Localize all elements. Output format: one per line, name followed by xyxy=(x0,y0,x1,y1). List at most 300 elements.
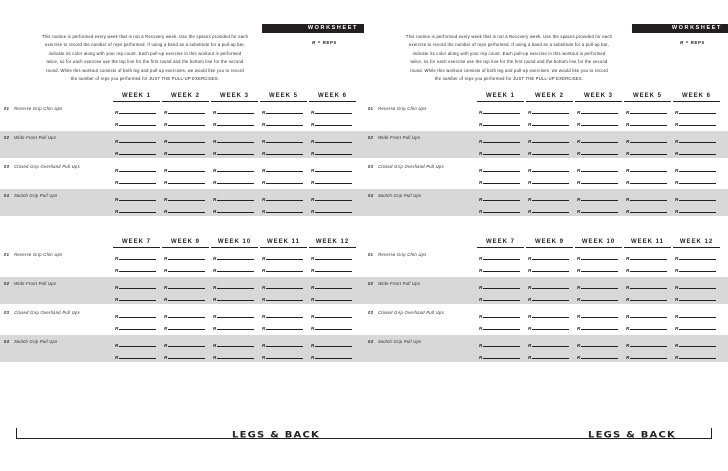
reps-entry-round-2[interactable] xyxy=(115,205,156,214)
reps-entry-round-2[interactable] xyxy=(577,147,618,156)
reps-write-line[interactable] xyxy=(630,300,667,301)
reps-entry-round-1[interactable] xyxy=(311,106,352,115)
reps-write-line[interactable] xyxy=(266,113,303,114)
reps-write-line[interactable] xyxy=(581,113,618,114)
reps-write-line[interactable] xyxy=(266,125,303,126)
reps-write-line[interactable] xyxy=(217,200,254,201)
reps-entry-round-2[interactable] xyxy=(311,351,352,360)
reps-entry-round-1[interactable] xyxy=(164,193,205,202)
reps-write-line[interactable] xyxy=(119,288,156,289)
reps-entry-round-1[interactable] xyxy=(262,106,303,115)
reps-write-line[interactable] xyxy=(266,212,303,213)
reps-write-line[interactable] xyxy=(119,358,156,359)
reps-write-line[interactable] xyxy=(217,183,254,184)
reps-entry-round-2[interactable] xyxy=(528,264,569,273)
reps-entry-round-2[interactable] xyxy=(528,176,569,185)
reps-entry-round-1[interactable] xyxy=(479,339,520,348)
reps-entry-round-1[interactable] xyxy=(577,339,618,348)
reps-write-line[interactable] xyxy=(630,346,667,347)
reps-write-line[interactable] xyxy=(119,346,156,347)
reps-entry-round-2[interactable] xyxy=(164,322,205,331)
reps-entry-round-2[interactable] xyxy=(577,118,618,127)
reps-entry-round-1[interactable] xyxy=(626,106,667,115)
reps-write-line[interactable] xyxy=(315,288,352,289)
reps-write-line[interactable] xyxy=(168,171,205,172)
reps-entry-round-1[interactable] xyxy=(311,193,352,202)
reps-write-line[interactable] xyxy=(581,271,618,272)
reps-write-line[interactable] xyxy=(168,142,205,143)
reps-entry-round-2[interactable] xyxy=(479,293,520,302)
reps-write-line[interactable] xyxy=(483,142,520,143)
reps-entry-round-2[interactable] xyxy=(528,351,569,360)
reps-write-line[interactable] xyxy=(679,358,716,359)
reps-write-line[interactable] xyxy=(581,171,618,172)
reps-write-line[interactable] xyxy=(483,300,520,301)
reps-entry-round-1[interactable] xyxy=(675,135,716,144)
reps-entry-round-2[interactable] xyxy=(479,351,520,360)
reps-write-line[interactable] xyxy=(483,271,520,272)
reps-write-line[interactable] xyxy=(581,183,618,184)
reps-write-line[interactable] xyxy=(630,358,667,359)
reps-entry-round-2[interactable] xyxy=(626,118,667,127)
reps-write-line[interactable] xyxy=(168,200,205,201)
reps-entry-round-1[interactable] xyxy=(164,252,205,261)
reps-write-line[interactable] xyxy=(483,200,520,201)
reps-write-line[interactable] xyxy=(168,358,205,359)
reps-entry-round-2[interactable] xyxy=(164,264,205,273)
reps-entry-round-2[interactable] xyxy=(262,264,303,273)
reps-write-line[interactable] xyxy=(679,300,716,301)
reps-write-line[interactable] xyxy=(217,142,254,143)
reps-entry-round-2[interactable] xyxy=(164,205,205,214)
reps-entry-round-2[interactable] xyxy=(213,147,254,156)
reps-entry-round-1[interactable] xyxy=(626,164,667,173)
reps-entry-round-2[interactable] xyxy=(528,293,569,302)
reps-write-line[interactable] xyxy=(168,271,205,272)
reps-write-line[interactable] xyxy=(483,154,520,155)
reps-entry-round-1[interactable] xyxy=(626,310,667,319)
reps-write-line[interactable] xyxy=(266,329,303,330)
reps-write-line[interactable] xyxy=(630,154,667,155)
reps-entry-round-1[interactable] xyxy=(311,339,352,348)
reps-entry-round-1[interactable] xyxy=(115,252,156,261)
reps-entry-round-1[interactable] xyxy=(479,135,520,144)
reps-write-line[interactable] xyxy=(315,183,352,184)
reps-entry-round-1[interactable] xyxy=(115,193,156,202)
reps-entry-round-2[interactable] xyxy=(479,205,520,214)
reps-write-line[interactable] xyxy=(630,329,667,330)
reps-entry-round-2[interactable] xyxy=(577,176,618,185)
reps-write-line[interactable] xyxy=(168,259,205,260)
reps-entry-round-2[interactable] xyxy=(213,176,254,185)
reps-write-line[interactable] xyxy=(315,259,352,260)
reps-entry-round-2[interactable] xyxy=(115,351,156,360)
reps-entry-round-2[interactable] xyxy=(675,118,716,127)
reps-entry-round-2[interactable] xyxy=(213,205,254,214)
reps-write-line[interactable] xyxy=(217,317,254,318)
reps-entry-round-1[interactable] xyxy=(528,106,569,115)
reps-write-line[interactable] xyxy=(532,317,569,318)
reps-entry-round-1[interactable] xyxy=(528,252,569,261)
reps-entry-round-1[interactable] xyxy=(115,310,156,319)
reps-write-line[interactable] xyxy=(119,317,156,318)
reps-write-line[interactable] xyxy=(119,200,156,201)
reps-write-line[interactable] xyxy=(168,113,205,114)
reps-entry-round-2[interactable] xyxy=(262,351,303,360)
reps-entry-round-2[interactable] xyxy=(675,176,716,185)
reps-write-line[interactable] xyxy=(217,329,254,330)
reps-write-line[interactable] xyxy=(266,346,303,347)
reps-write-line[interactable] xyxy=(168,154,205,155)
reps-write-line[interactable] xyxy=(532,329,569,330)
reps-entry-round-1[interactable] xyxy=(528,310,569,319)
reps-write-line[interactable] xyxy=(315,171,352,172)
reps-write-line[interactable] xyxy=(483,125,520,126)
reps-write-line[interactable] xyxy=(483,183,520,184)
reps-entry-round-2[interactable] xyxy=(479,147,520,156)
reps-write-line[interactable] xyxy=(266,271,303,272)
reps-write-line[interactable] xyxy=(119,113,156,114)
reps-entry-round-1[interactable] xyxy=(479,106,520,115)
reps-write-line[interactable] xyxy=(581,329,618,330)
reps-write-line[interactable] xyxy=(532,183,569,184)
reps-entry-round-1[interactable] xyxy=(262,252,303,261)
reps-entry-round-2[interactable] xyxy=(115,293,156,302)
reps-entry-round-2[interactable] xyxy=(626,205,667,214)
reps-entry-round-2[interactable] xyxy=(577,293,618,302)
reps-entry-round-2[interactable] xyxy=(528,322,569,331)
reps-write-line[interactable] xyxy=(266,288,303,289)
reps-entry-round-1[interactable] xyxy=(626,193,667,202)
reps-entry-round-1[interactable] xyxy=(479,193,520,202)
reps-entry-round-1[interactable] xyxy=(115,106,156,115)
reps-write-line[interactable] xyxy=(532,271,569,272)
reps-entry-round-1[interactable] xyxy=(528,281,569,290)
reps-write-line[interactable] xyxy=(217,288,254,289)
reps-write-line[interactable] xyxy=(630,271,667,272)
reps-entry-round-2[interactable] xyxy=(626,176,667,185)
reps-entry-round-1[interactable] xyxy=(262,339,303,348)
reps-entry-round-2[interactable] xyxy=(675,205,716,214)
reps-write-line[interactable] xyxy=(119,271,156,272)
reps-write-line[interactable] xyxy=(168,329,205,330)
reps-entry-round-2[interactable] xyxy=(311,264,352,273)
reps-entry-round-2[interactable] xyxy=(675,351,716,360)
reps-entry-round-2[interactable] xyxy=(479,322,520,331)
reps-entry-round-1[interactable] xyxy=(528,164,569,173)
reps-write-line[interactable] xyxy=(315,329,352,330)
reps-write-line[interactable] xyxy=(266,154,303,155)
reps-entry-round-2[interactable] xyxy=(577,205,618,214)
reps-entry-round-1[interactable] xyxy=(675,164,716,173)
reps-write-line[interactable] xyxy=(315,113,352,114)
reps-write-line[interactable] xyxy=(483,171,520,172)
reps-entry-round-2[interactable] xyxy=(213,118,254,127)
reps-write-line[interactable] xyxy=(483,358,520,359)
reps-entry-round-2[interactable] xyxy=(164,351,205,360)
reps-entry-round-1[interactable] xyxy=(213,339,254,348)
reps-write-line[interactable] xyxy=(483,329,520,330)
reps-entry-round-2[interactable] xyxy=(115,264,156,273)
reps-write-line[interactable] xyxy=(532,212,569,213)
reps-write-line[interactable] xyxy=(266,200,303,201)
reps-write-line[interactable] xyxy=(119,142,156,143)
reps-write-line[interactable] xyxy=(217,300,254,301)
reps-entry-round-2[interactable] xyxy=(115,322,156,331)
reps-write-line[interactable] xyxy=(679,183,716,184)
reps-write-line[interactable] xyxy=(532,125,569,126)
reps-entry-round-2[interactable] xyxy=(626,293,667,302)
reps-write-line[interactable] xyxy=(119,171,156,172)
reps-entry-round-1[interactable] xyxy=(311,310,352,319)
reps-write-line[interactable] xyxy=(679,317,716,318)
reps-entry-round-1[interactable] xyxy=(626,339,667,348)
reps-entry-round-2[interactable] xyxy=(626,351,667,360)
reps-entry-round-2[interactable] xyxy=(115,176,156,185)
reps-write-line[interactable] xyxy=(581,259,618,260)
reps-entry-round-1[interactable] xyxy=(262,135,303,144)
reps-write-line[interactable] xyxy=(315,300,352,301)
reps-write-line[interactable] xyxy=(119,125,156,126)
reps-write-line[interactable] xyxy=(630,288,667,289)
reps-write-line[interactable] xyxy=(483,113,520,114)
reps-write-line[interactable] xyxy=(532,113,569,114)
reps-write-line[interactable] xyxy=(217,113,254,114)
reps-write-line[interactable] xyxy=(217,358,254,359)
reps-write-line[interactable] xyxy=(581,346,618,347)
reps-entry-round-2[interactable] xyxy=(164,176,205,185)
reps-write-line[interactable] xyxy=(532,200,569,201)
reps-entry-round-1[interactable] xyxy=(115,164,156,173)
reps-entry-round-2[interactable] xyxy=(262,147,303,156)
reps-write-line[interactable] xyxy=(532,154,569,155)
reps-write-line[interactable] xyxy=(679,113,716,114)
reps-write-line[interactable] xyxy=(168,317,205,318)
reps-write-line[interactable] xyxy=(532,288,569,289)
reps-entry-round-1[interactable] xyxy=(164,339,205,348)
reps-entry-round-2[interactable] xyxy=(311,176,352,185)
reps-write-line[interactable] xyxy=(315,358,352,359)
reps-write-line[interactable] xyxy=(630,125,667,126)
reps-entry-round-2[interactable] xyxy=(164,293,205,302)
reps-write-line[interactable] xyxy=(315,212,352,213)
reps-write-line[interactable] xyxy=(679,200,716,201)
reps-write-line[interactable] xyxy=(630,183,667,184)
reps-entry-round-2[interactable] xyxy=(577,264,618,273)
reps-entry-round-1[interactable] xyxy=(115,281,156,290)
reps-entry-round-2[interactable] xyxy=(675,322,716,331)
reps-write-line[interactable] xyxy=(483,317,520,318)
reps-entry-round-2[interactable] xyxy=(528,118,569,127)
reps-write-line[interactable] xyxy=(217,171,254,172)
reps-entry-round-1[interactable] xyxy=(528,193,569,202)
reps-entry-round-2[interactable] xyxy=(577,351,618,360)
reps-entry-round-2[interactable] xyxy=(262,118,303,127)
reps-write-line[interactable] xyxy=(119,300,156,301)
reps-entry-round-1[interactable] xyxy=(213,135,254,144)
reps-entry-round-2[interactable] xyxy=(528,205,569,214)
reps-write-line[interactable] xyxy=(532,259,569,260)
reps-write-line[interactable] xyxy=(266,300,303,301)
reps-write-line[interactable] xyxy=(630,317,667,318)
reps-write-line[interactable] xyxy=(679,154,716,155)
reps-entry-round-1[interactable] xyxy=(577,310,618,319)
reps-write-line[interactable] xyxy=(217,346,254,347)
reps-write-line[interactable] xyxy=(315,200,352,201)
reps-entry-round-1[interactable] xyxy=(675,252,716,261)
reps-write-line[interactable] xyxy=(679,288,716,289)
reps-write-line[interactable] xyxy=(217,259,254,260)
reps-entry-round-2[interactable] xyxy=(626,264,667,273)
reps-entry-round-1[interactable] xyxy=(577,135,618,144)
reps-write-line[interactable] xyxy=(532,300,569,301)
reps-write-line[interactable] xyxy=(581,154,618,155)
reps-entry-round-2[interactable] xyxy=(479,264,520,273)
reps-entry-round-1[interactable] xyxy=(262,281,303,290)
reps-entry-round-1[interactable] xyxy=(675,193,716,202)
reps-entry-round-2[interactable] xyxy=(115,118,156,127)
reps-entry-round-2[interactable] xyxy=(626,147,667,156)
reps-entry-round-1[interactable] xyxy=(311,281,352,290)
reps-entry-round-1[interactable] xyxy=(675,339,716,348)
reps-entry-round-2[interactable] xyxy=(164,118,205,127)
reps-write-line[interactable] xyxy=(168,300,205,301)
reps-entry-round-1[interactable] xyxy=(262,164,303,173)
reps-entry-round-2[interactable] xyxy=(479,176,520,185)
reps-write-line[interactable] xyxy=(266,358,303,359)
reps-write-line[interactable] xyxy=(679,346,716,347)
reps-entry-round-2[interactable] xyxy=(311,322,352,331)
reps-entry-round-1[interactable] xyxy=(164,164,205,173)
reps-entry-round-2[interactable] xyxy=(213,351,254,360)
reps-entry-round-1[interactable] xyxy=(262,310,303,319)
reps-entry-round-1[interactable] xyxy=(164,135,205,144)
reps-entry-round-1[interactable] xyxy=(479,310,520,319)
reps-write-line[interactable] xyxy=(581,317,618,318)
reps-write-line[interactable] xyxy=(581,200,618,201)
reps-entry-round-2[interactable] xyxy=(262,322,303,331)
reps-entry-round-2[interactable] xyxy=(311,205,352,214)
reps-entry-round-1[interactable] xyxy=(577,106,618,115)
reps-write-line[interactable] xyxy=(315,271,352,272)
reps-entry-round-1[interactable] xyxy=(675,106,716,115)
reps-entry-round-2[interactable] xyxy=(675,293,716,302)
reps-write-line[interactable] xyxy=(532,142,569,143)
reps-write-line[interactable] xyxy=(630,200,667,201)
reps-entry-round-1[interactable] xyxy=(577,193,618,202)
reps-write-line[interactable] xyxy=(532,346,569,347)
reps-write-line[interactable] xyxy=(315,317,352,318)
reps-entry-round-1[interactable] xyxy=(213,252,254,261)
reps-entry-round-1[interactable] xyxy=(115,135,156,144)
reps-write-line[interactable] xyxy=(315,142,352,143)
reps-entry-round-2[interactable] xyxy=(213,293,254,302)
reps-entry-round-1[interactable] xyxy=(213,193,254,202)
reps-entry-round-1[interactable] xyxy=(626,135,667,144)
reps-entry-round-2[interactable] xyxy=(626,322,667,331)
reps-entry-round-1[interactable] xyxy=(479,164,520,173)
reps-entry-round-1[interactable] xyxy=(675,281,716,290)
reps-entry-round-2[interactable] xyxy=(213,322,254,331)
reps-write-line[interactable] xyxy=(119,212,156,213)
reps-entry-round-1[interactable] xyxy=(213,281,254,290)
reps-entry-round-1[interactable] xyxy=(262,193,303,202)
reps-write-line[interactable] xyxy=(679,171,716,172)
reps-write-line[interactable] xyxy=(679,212,716,213)
reps-entry-round-1[interactable] xyxy=(626,252,667,261)
reps-write-line[interactable] xyxy=(315,154,352,155)
reps-entry-round-1[interactable] xyxy=(213,106,254,115)
reps-write-line[interactable] xyxy=(266,171,303,172)
reps-write-line[interactable] xyxy=(581,288,618,289)
reps-write-line[interactable] xyxy=(679,142,716,143)
reps-entry-round-1[interactable] xyxy=(311,164,352,173)
reps-write-line[interactable] xyxy=(679,259,716,260)
reps-entry-round-2[interactable] xyxy=(675,147,716,156)
reps-entry-round-1[interactable] xyxy=(577,252,618,261)
reps-write-line[interactable] xyxy=(483,212,520,213)
reps-entry-round-2[interactable] xyxy=(164,147,205,156)
reps-write-line[interactable] xyxy=(532,358,569,359)
reps-write-line[interactable] xyxy=(217,125,254,126)
reps-entry-round-1[interactable] xyxy=(164,281,205,290)
reps-write-line[interactable] xyxy=(581,142,618,143)
reps-write-line[interactable] xyxy=(315,125,352,126)
reps-entry-round-1[interactable] xyxy=(213,164,254,173)
reps-write-line[interactable] xyxy=(630,171,667,172)
reps-write-line[interactable] xyxy=(315,346,352,347)
reps-entry-round-2[interactable] xyxy=(479,118,520,127)
reps-write-line[interactable] xyxy=(168,183,205,184)
reps-entry-round-1[interactable] xyxy=(479,252,520,261)
reps-entry-round-1[interactable] xyxy=(115,339,156,348)
reps-write-line[interactable] xyxy=(483,346,520,347)
reps-entry-round-2[interactable] xyxy=(577,322,618,331)
reps-write-line[interactable] xyxy=(266,183,303,184)
reps-write-line[interactable] xyxy=(581,125,618,126)
reps-write-line[interactable] xyxy=(630,142,667,143)
reps-write-line[interactable] xyxy=(581,212,618,213)
reps-entry-round-2[interactable] xyxy=(213,264,254,273)
reps-entry-round-2[interactable] xyxy=(528,147,569,156)
reps-entry-round-1[interactable] xyxy=(626,281,667,290)
reps-entry-round-1[interactable] xyxy=(528,135,569,144)
reps-entry-round-1[interactable] xyxy=(577,164,618,173)
reps-write-line[interactable] xyxy=(119,259,156,260)
reps-entry-round-1[interactable] xyxy=(675,310,716,319)
reps-entry-round-1[interactable] xyxy=(577,281,618,290)
reps-write-line[interactable] xyxy=(581,358,618,359)
reps-entry-round-2[interactable] xyxy=(311,293,352,302)
reps-entry-round-1[interactable] xyxy=(164,106,205,115)
reps-write-line[interactable] xyxy=(679,329,716,330)
reps-write-line[interactable] xyxy=(217,154,254,155)
reps-write-line[interactable] xyxy=(168,125,205,126)
reps-entry-round-1[interactable] xyxy=(213,310,254,319)
reps-entry-round-2[interactable] xyxy=(262,205,303,214)
reps-entry-round-2[interactable] xyxy=(675,264,716,273)
reps-entry-round-1[interactable] xyxy=(528,339,569,348)
reps-entry-round-2[interactable] xyxy=(311,147,352,156)
reps-write-line[interactable] xyxy=(119,329,156,330)
reps-write-line[interactable] xyxy=(266,259,303,260)
reps-write-line[interactable] xyxy=(217,271,254,272)
reps-write-line[interactable] xyxy=(168,346,205,347)
reps-write-line[interactable] xyxy=(168,212,205,213)
reps-write-line[interactable] xyxy=(581,300,618,301)
reps-entry-round-1[interactable] xyxy=(311,252,352,261)
reps-entry-round-1[interactable] xyxy=(479,281,520,290)
